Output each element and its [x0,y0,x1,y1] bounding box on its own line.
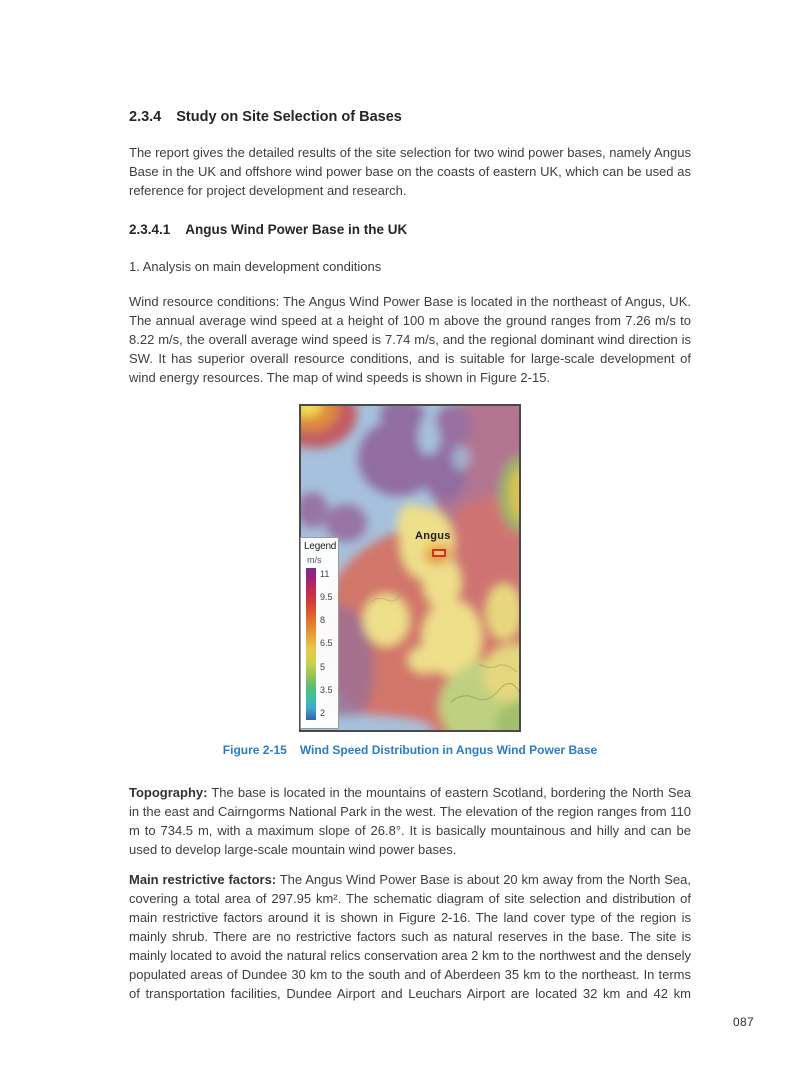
wind-resource-body: The Angus Wind Power Base is located in the northeast of Angus, UK. The annual average wind speed at a height of 100 m above the ground ranges from 7.26 m/s to 8.22 m/s, the overall average wind speed is 7.74 m/s, and the regional dominant wind direction is SW. It has superior overall resource conditions, and is suitable for large-scale development of wind energy resources. The map of wind speeds is shown in Figure 2-15. [129,294,691,385]
subsection-heading [129,220,691,239]
legend-tick-labels [320,568,333,720]
map-legend [300,537,339,729]
page-number: 087 [733,1015,754,1029]
restrictive-factors-body: The Angus Wind Power Base is about 20 km away from the North Sea, covering a total area of 297.95 km². The schematic diagram of site selection and distribution of main restrictive factors around it is shown in Figure 2-16. The land cover type of the region is mainly shrub. There are no restrictive factors such as natural reserves in the base. The site is mainly located to avoid the natural relics conservation area 2 km to the northwest and the densely populated areas of Dundee 30 km to the south and of Aberdeen 35 km to the northeast. In terms of transportation facilities, Dundee Airport and Leuchars Airport are located 32 km and 42 km [129,872,691,1001]
restrictive-factors-lead: Main restrictive factors: [129,872,277,887]
numbered-list-item: 1. Analysis on main development conditions [129,259,382,274]
section-title: Study on Site Selection of Bases [176,109,402,125]
wind-speed-map [299,404,521,732]
legend-unit: m/s [307,555,322,565]
restrictive-factors-paragraph [129,870,691,1003]
map-label-angus: Angus [415,530,451,542]
topography-paragraph [129,783,691,859]
figure-caption [129,743,691,757]
legend-title: Legend [304,541,337,552]
legend-tick: 5 [320,661,326,672]
section-heading [129,0,691,127]
legend-tick: 11 [320,569,330,579]
section-number: 2.3.4 [129,109,162,125]
figure-2-15 [129,404,691,757]
wind-resource-lead: Wind resource conditions: [129,294,280,309]
angus-site-marker [432,549,446,557]
figure-caption-text: Wind Speed Distribution in Angus Wind Power Base [299,743,598,757]
wind-resource-paragraph [129,292,691,387]
legend-tick: 9.5 [320,592,333,603]
legend-tick: 2 [320,707,326,718]
legend-tick: 3.5 [320,684,333,695]
subsection-number: 2.3.4.1 [129,222,171,237]
topography-lead: Topography: [129,785,208,800]
figure-caption-label: Figure 2-15 [222,743,287,757]
legend-colorbar [306,568,316,720]
document-page-content [129,0,691,1003]
intro-paragraph: The report gives the detailed results of the site selection for two wind power bases, namely Angus Base in the UK and offshore wind power base on the coasts of eastern UK, which can be used as reference for project development and research. [129,145,691,198]
legend-tick: 6.5 [320,638,333,649]
topography-body: The base is located in the mountains of eastern Scotland, bordering the North Sea in the east and Cairngorms National Park in the west. The elevation of the region ranges from 110 m to 734.5 m, with a maximum slope of 26.8°. It is basically mountainous and hilly and can be used to develop large-scale mountain wind power bases. [129,785,691,857]
subsection-title: Angus Wind Power Base in the UK [185,222,408,237]
legend-tick: 8 [320,615,326,626]
